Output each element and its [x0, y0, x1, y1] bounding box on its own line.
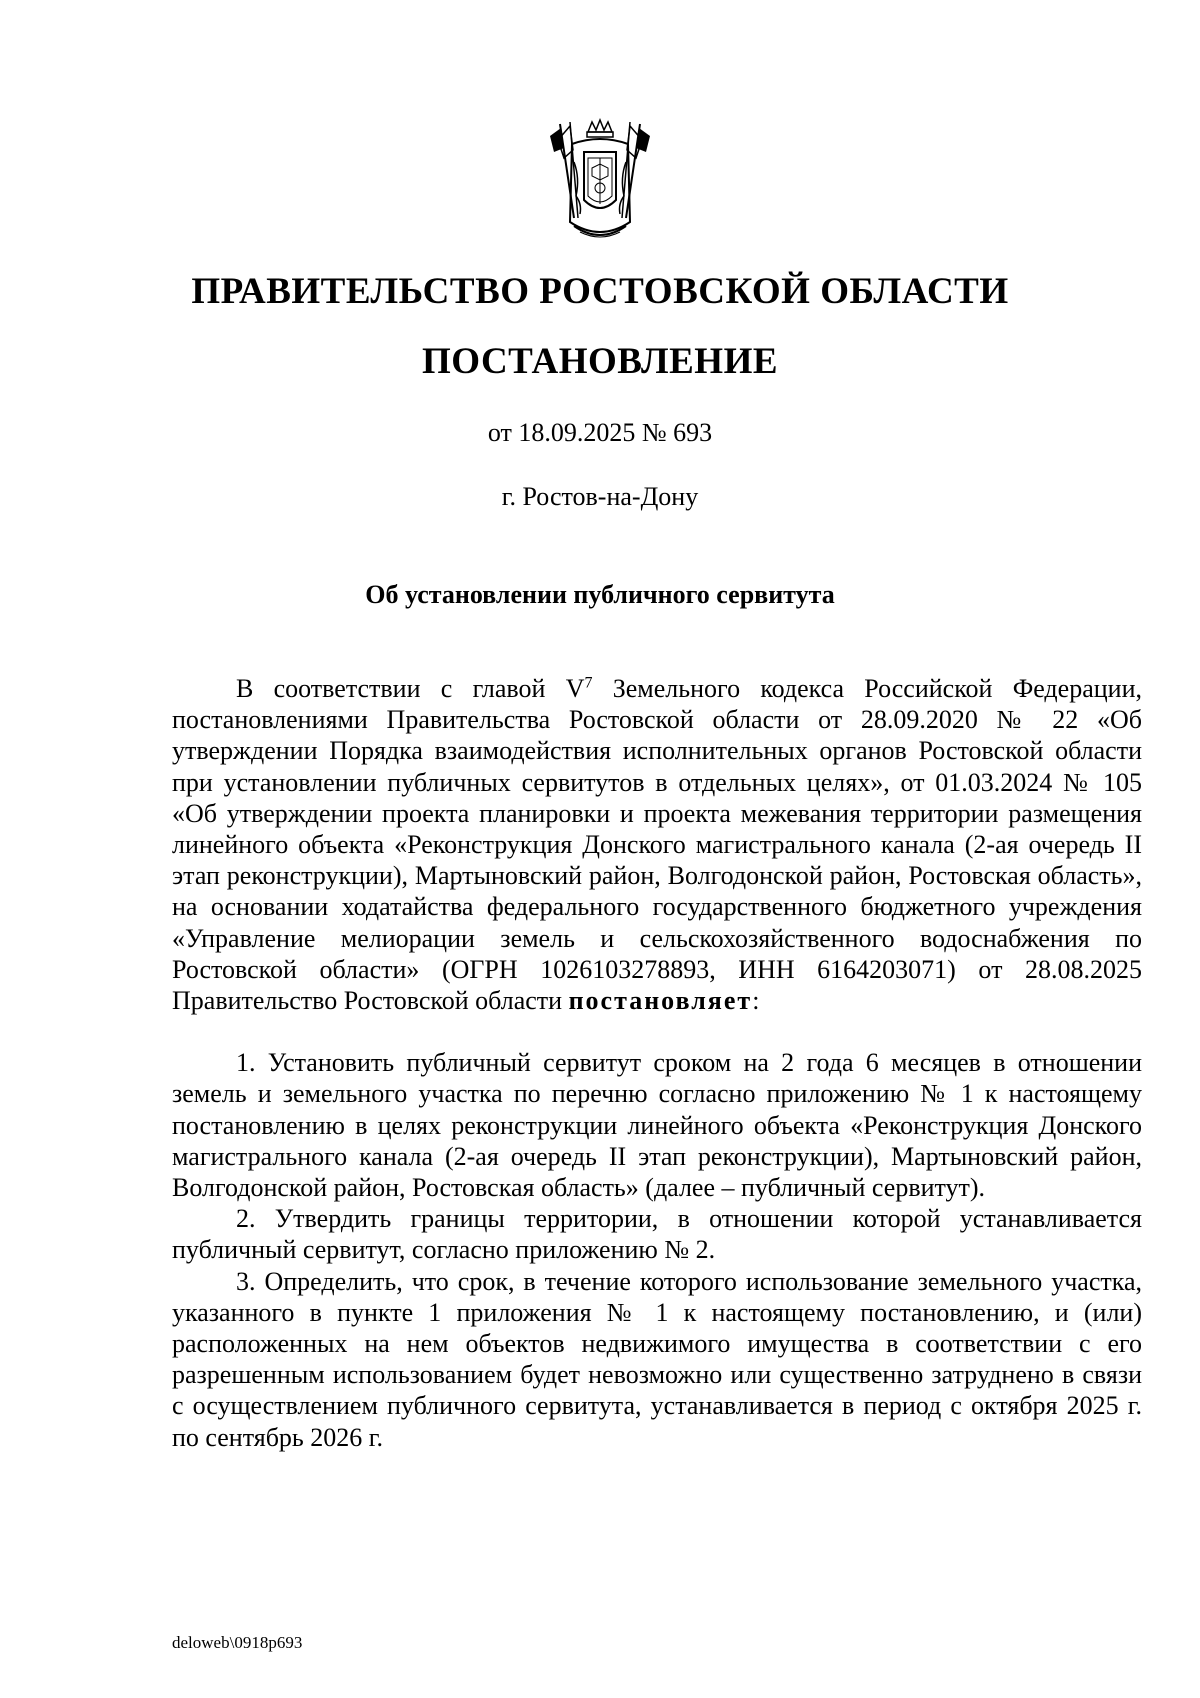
- organization-name: ПРАВИТЕЛЬСТВО РОСТОВСКОЙ ОБЛАСТИ: [191, 271, 1009, 312]
- preamble-text-start: В соответствии с главой V: [236, 674, 585, 703]
- rostov-oblast-coat-of-arms-icon: [544, 118, 656, 244]
- decree-word: постановляет: [568, 986, 753, 1016]
- clause-3: 3. Определить, что срок, в течение которого использование земельного участка, указанного в пункте 1 приложения № 1 к настоящему постановлению, и (или) расположенных на нем объектов недвижимого имущества в соответствии с его разрешенным использованием будет невозможно или существенно затруднено в связи с осуществлением публичного сервитута, устанавливается в период с октября 2025 г. по сентябрь 2026 г.: [172, 1266, 1142, 1452]
- preamble-paragraph: [172, 673, 1142, 1016]
- document-city: г. Ростов-на-Дону: [501, 482, 699, 511]
- chapter-superscript: 7: [584, 674, 593, 692]
- document-type: ПОСТАНОВЛЕНИЕ: [421, 341, 779, 382]
- document-body: [172, 673, 1142, 1453]
- preamble-text-main: Земельного кодекса Российской Федерации, постановлениями Правительства Ростовской области от 28.09.2020 № 22 «Об утверждении Порядка взаимодействия исполнительных органов Ростовской области при установлении публичных сервитутов в отдельных целях», от 01.03.2024 № 105 «Об утверждении проекта планировки и проекта межевания территории размещения линейного объекта «Реконструкция Донского магистрального канала (2-ая очередь II этап реконструкции), Мартыновский район, Волгодонской район, Ростовская область», на основании ходатайства федерального государственного бюджетного учреждения «Управление мелиорации земель и сельскохозяйственного водоснабжения по Ростовской области» (ОГРН 1026103278893, ИНН 6164203071) от 28.08.2025 Правительство Ростовской области: [172, 674, 1142, 1016]
- file-reference: deloweb\0918p693: [172, 1633, 303, 1652]
- clause-1: 1. Установить публичный сервитут сроком на 2 года 6 месяцев в отношении земель и земельного участка по перечню согласно приложению № 1 к настоящему постановлению в целях реконструкции линейного объекта «Реконструкция Донского магистрального канала (2-ая очередь II этап реконструкции), Мартыновский район, Волгодонской район, Ростовская область» (далее – публичный сервитут).: [172, 1048, 1142, 1203]
- document-title: Об установлении публичного сервитута: [365, 580, 835, 609]
- clause-2: 2. Утвердить границы территории, в отношении которой устанавливается публичный сервитут, согласно приложению № 2.: [172, 1204, 1142, 1265]
- document-date-number: от 18.09.2025 № 693: [487, 418, 713, 447]
- preamble-colon: :: [752, 986, 760, 1016]
